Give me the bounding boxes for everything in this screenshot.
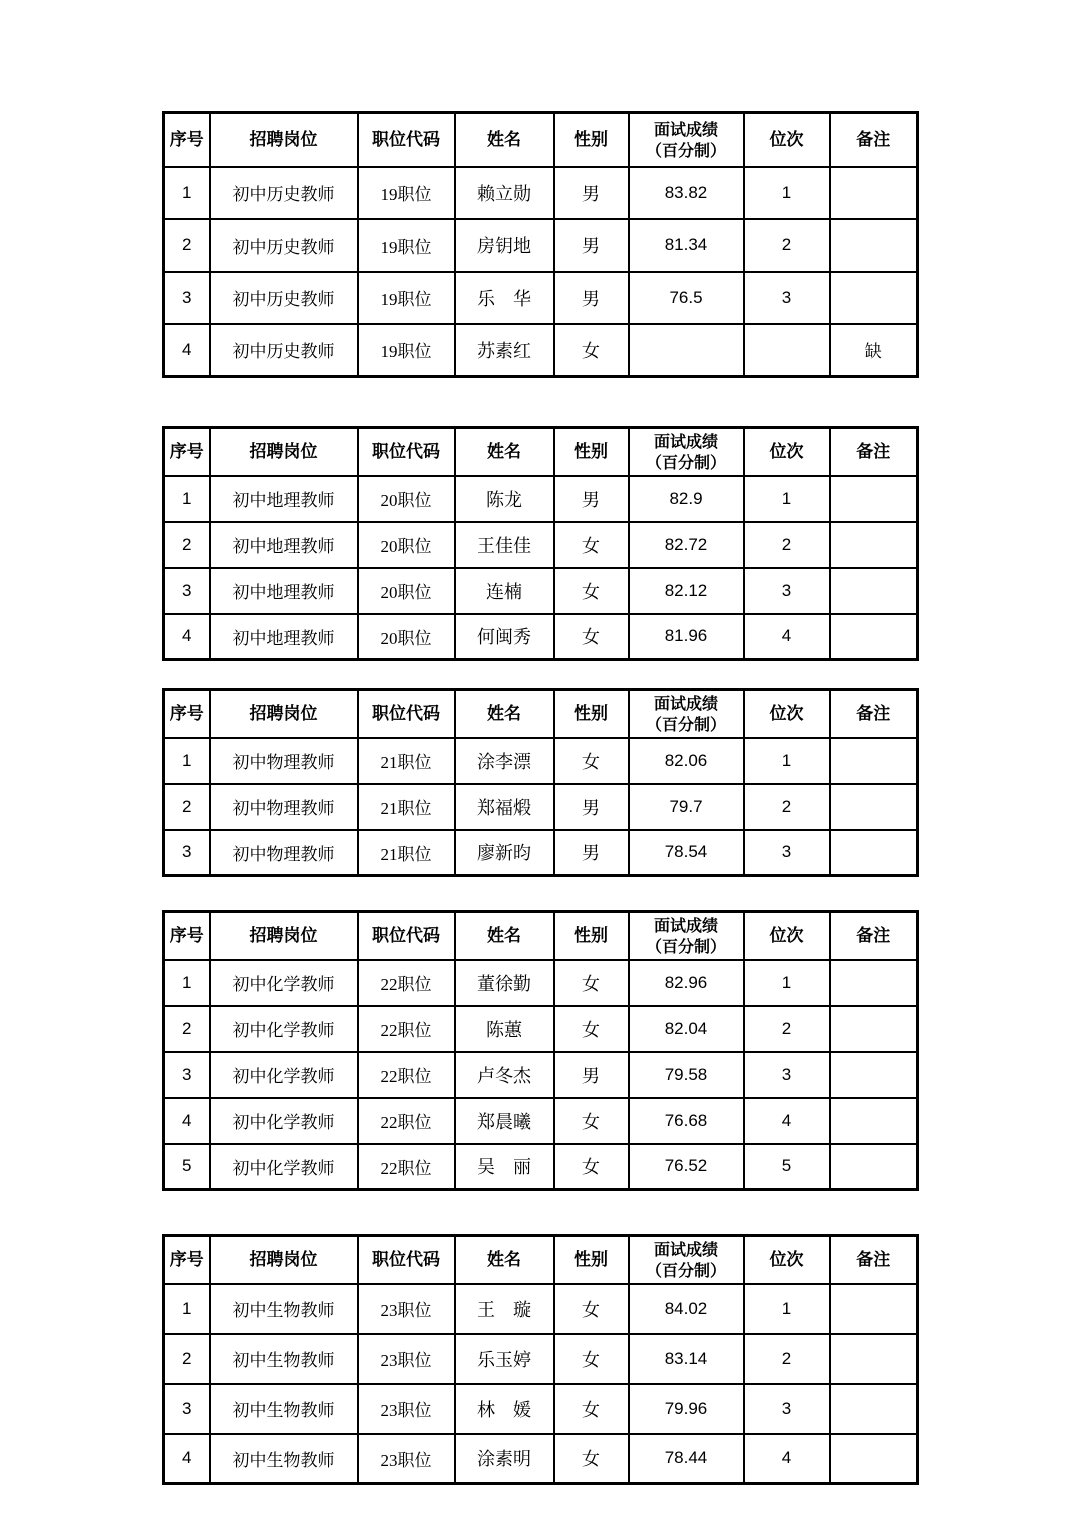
cell-remark [830,568,918,614]
header-score-line1: 面试成绩 [653,693,718,713]
table-row [164,960,918,1006]
cell-remark [830,167,918,219]
header-remark: 备注 [830,912,918,960]
header-remark: 备注 [830,113,918,167]
cell-remark [830,1384,918,1434]
header-index: 序号 [164,113,210,167]
header-remark: 备注 [830,1236,918,1284]
cell-name: 陈蕙 [455,1006,554,1052]
cell-rank: 4 [744,614,830,660]
cell-name: 赖立勋 [455,167,554,219]
header-gender: 性别 [554,113,629,167]
header-code: 职位代码 [358,428,455,476]
cell-rank: 3 [744,272,830,324]
header-score-line2: （百分制） [645,1260,726,1280]
cell-code: 21职位 [358,830,455,876]
header-score [629,912,744,960]
header-rank: 位次 [744,690,830,738]
header-score-line1: 面试成绩 [653,431,718,451]
cell-position: 初中生物教师 [210,1434,358,1484]
cell-rank: 3 [744,1384,830,1434]
cell-rank: 4 [744,1434,830,1484]
cell-score: 82.72 [629,522,744,568]
header-row [164,912,918,960]
table-row [164,1284,918,1334]
cell-index: 4 [164,1098,210,1144]
header-gender: 性别 [554,1236,629,1284]
cell-name: 卢冬杰 [455,1052,554,1098]
header-score-line1: 面试成绩 [653,119,718,139]
cell-remark [830,1144,918,1190]
cell-score: 81.96 [629,614,744,660]
table-row [164,568,918,614]
header-index: 序号 [164,690,210,738]
header-remark: 备注 [830,428,918,476]
table-row [164,1098,918,1144]
cell-rank: 4 [744,1098,830,1144]
cell-name: 董徐勤 [455,960,554,1006]
cell-name: 林 媛 [455,1384,554,1434]
table-row [164,614,918,660]
cell-code: 20职位 [358,614,455,660]
header-index: 序号 [164,428,210,476]
header-gender: 性别 [554,428,629,476]
cell-remark [830,1284,918,1334]
cell-gender: 女 [554,1144,629,1190]
cell-remark [830,738,918,784]
cell-rank: 1 [744,167,830,219]
table-row [164,1334,918,1384]
cell-position: 初中化学教师 [210,1052,358,1098]
cell-gender: 女 [554,614,629,660]
cell-position: 初中生物教师 [210,1284,358,1334]
cell-rank: 2 [744,784,830,830]
cell-code: 23职位 [358,1434,455,1484]
cell-rank: 3 [744,1052,830,1098]
cell-position: 初中化学教师 [210,1144,358,1190]
cell-rank: 5 [744,1144,830,1190]
cell-gender: 女 [554,960,629,1006]
cell-index: 1 [164,167,210,219]
cell-position: 初中化学教师 [210,960,358,1006]
cell-score: 79.58 [629,1052,744,1098]
header-score [629,113,744,167]
cell-index: 1 [164,960,210,1006]
header-row [164,428,918,476]
cell-index: 3 [164,272,210,324]
cell-name: 涂素明 [455,1434,554,1484]
header-name: 姓名 [455,428,554,476]
cell-code: 22职位 [358,960,455,1006]
cell-score: 83.14 [629,1334,744,1384]
cell-rank: 3 [744,568,830,614]
cell-score: 82.12 [629,568,744,614]
cell-code: 22职位 [358,1052,455,1098]
header-code: 职位代码 [358,690,455,738]
cell-name: 陈龙 [455,476,554,522]
cell-code: 23职位 [358,1384,455,1434]
table-row [164,324,918,377]
header-row [164,1236,918,1284]
table-row [164,1434,918,1484]
header-score [629,428,744,476]
header-code: 职位代码 [358,1236,455,1284]
cell-index: 3 [164,1052,210,1098]
cell-remark [830,830,918,876]
header-score-line2: （百分制） [645,452,726,472]
cell-gender: 女 [554,324,629,377]
table-row [164,784,918,830]
cell-name: 乐玉婷 [455,1334,554,1384]
cell-gender: 男 [554,476,629,522]
cell-index: 2 [164,1006,210,1052]
cell-score: 76.68 [629,1098,744,1144]
cell-score: 79.7 [629,784,744,830]
header-position: 招聘岗位 [210,690,358,738]
cell-rank: 3 [744,830,830,876]
cell-remark [830,784,918,830]
header-score-line2: （百分制） [645,936,726,956]
cell-position: 初中历史教师 [210,167,358,219]
cell-rank [744,324,830,377]
cell-gender: 男 [554,784,629,830]
header-remark: 备注 [830,690,918,738]
cell-score: 82.04 [629,1006,744,1052]
cell-score: 83.82 [629,167,744,219]
cell-name: 郑福煅 [455,784,554,830]
score-table-physics [162,688,919,877]
cell-rank: 1 [744,960,830,1006]
cell-position: 初中物理教师 [210,830,358,876]
cell-gender: 男 [554,167,629,219]
cell-name: 郑晨曦 [455,1098,554,1144]
cell-gender: 女 [554,1098,629,1144]
header-name: 姓名 [455,690,554,738]
cell-gender: 女 [554,568,629,614]
cell-code: 23职位 [358,1334,455,1384]
cell-gender: 女 [554,1284,629,1334]
cell-score: 78.44 [629,1434,744,1484]
header-score [629,1236,744,1284]
header-position: 招聘岗位 [210,428,358,476]
cell-remark [830,476,918,522]
cell-name: 廖新昀 [455,830,554,876]
cell-score: 76.52 [629,1144,744,1190]
cell-name: 房钥地 [455,219,554,272]
cell-score: 84.02 [629,1284,744,1334]
cell-position: 初中地理教师 [210,568,358,614]
header-position: 招聘岗位 [210,113,358,167]
cell-code: 22职位 [358,1006,455,1052]
score-table-geography [162,426,919,661]
cell-rank: 2 [744,1006,830,1052]
cell-remark [830,614,918,660]
cell-index: 2 [164,1334,210,1384]
cell-gender: 女 [554,738,629,784]
table-row [164,522,918,568]
table-row [164,476,918,522]
cell-rank: 1 [744,738,830,784]
table-row [164,1144,918,1190]
header-gender: 性别 [554,912,629,960]
header-row [164,690,918,738]
cell-index: 2 [164,784,210,830]
score-table-chemistry [162,910,919,1191]
table-row [164,1006,918,1052]
cell-gender: 女 [554,1434,629,1484]
cell-name: 何闽秀 [455,614,554,660]
cell-position: 初中物理教师 [210,784,358,830]
cell-code: 21职位 [358,784,455,830]
table-row [164,167,918,219]
cell-position: 初中历史教师 [210,324,358,377]
cell-gender: 女 [554,1384,629,1434]
cell-rank: 1 [744,1284,830,1334]
header-score-line2: （百分制） [645,140,726,160]
header-rank: 位次 [744,912,830,960]
cell-index: 1 [164,1284,210,1334]
cell-score: 82.06 [629,738,744,784]
cell-index: 3 [164,568,210,614]
cell-code: 20职位 [358,522,455,568]
cell-index: 1 [164,738,210,784]
cell-position: 初中地理教师 [210,476,358,522]
cell-remark [830,522,918,568]
header-rank: 位次 [744,428,830,476]
header-code: 职位代码 [358,113,455,167]
header-gender: 性别 [554,690,629,738]
cell-position: 初中化学教师 [210,1006,358,1052]
cell-name: 王 璇 [455,1284,554,1334]
header-index: 序号 [164,912,210,960]
cell-position: 初中历史教师 [210,219,358,272]
cell-remark [830,272,918,324]
cell-code: 20职位 [358,568,455,614]
header-index: 序号 [164,1236,210,1284]
cell-gender: 男 [554,219,629,272]
cell-position: 初中历史教师 [210,272,358,324]
cell-index: 1 [164,476,210,522]
cell-gender: 男 [554,272,629,324]
cell-rank: 2 [744,1334,830,1384]
cell-gender: 女 [554,522,629,568]
cell-position: 初中地理教师 [210,614,358,660]
cell-position: 初中地理教师 [210,522,358,568]
cell-position: 初中生物教师 [210,1334,358,1384]
cell-remark [830,1098,918,1144]
cell-remark [830,1334,918,1384]
cell-name: 吴 丽 [455,1144,554,1190]
header-score [629,690,744,738]
score-table-biology [162,1234,919,1485]
table-row [164,738,918,784]
cell-remark [830,960,918,1006]
cell-name: 涂李漂 [455,738,554,784]
header-code: 职位代码 [358,912,455,960]
cell-position: 初中物理教师 [210,738,358,784]
cell-remark: 缺 [830,324,918,377]
cell-score: 78.54 [629,830,744,876]
cell-gender: 男 [554,1052,629,1098]
cell-rank: 1 [744,476,830,522]
cell-code: 22职位 [358,1098,455,1144]
header-name: 姓名 [455,912,554,960]
header-score-line1: 面试成绩 [653,1239,718,1259]
cell-code: 19职位 [358,324,455,377]
cell-code: 21职位 [358,738,455,784]
table-row [164,219,918,272]
cell-index: 5 [164,1144,210,1190]
cell-score: 81.34 [629,219,744,272]
cell-score: 82.96 [629,960,744,1006]
header-position: 招聘岗位 [210,1236,358,1284]
cell-remark [830,219,918,272]
cell-index: 2 [164,522,210,568]
header-position: 招聘岗位 [210,912,358,960]
cell-rank: 2 [744,522,830,568]
header-name: 姓名 [455,1236,554,1284]
cell-code: 20职位 [358,476,455,522]
cell-index: 4 [164,614,210,660]
cell-name: 苏素红 [455,324,554,377]
cell-position: 初中化学教师 [210,1098,358,1144]
cell-name: 乐 华 [455,272,554,324]
table-row [164,1384,918,1434]
cell-gender: 女 [554,1006,629,1052]
header-score-line1: 面试成绩 [653,915,718,935]
cell-name: 连楠 [455,568,554,614]
cell-index: 2 [164,219,210,272]
cell-code: 23职位 [358,1284,455,1334]
cell-remark [830,1006,918,1052]
cell-position: 初中生物教师 [210,1384,358,1434]
cell-code: 19职位 [358,219,455,272]
cell-code: 19职位 [358,272,455,324]
cell-score: 79.96 [629,1384,744,1434]
header-name: 姓名 [455,113,554,167]
header-score-line2: （百分制） [645,714,726,734]
cell-index: 4 [164,324,210,377]
cell-gender: 女 [554,1334,629,1384]
table-row [164,272,918,324]
cell-index: 3 [164,1384,210,1434]
header-rank: 位次 [744,1236,830,1284]
cell-gender: 男 [554,830,629,876]
cell-code: 22职位 [358,1144,455,1190]
cell-score: 76.5 [629,272,744,324]
cell-code: 19职位 [358,167,455,219]
cell-remark [830,1052,918,1098]
cell-score [629,324,744,377]
table-row [164,1052,918,1098]
cell-index: 3 [164,830,210,876]
cell-index: 4 [164,1434,210,1484]
header-rank: 位次 [744,113,830,167]
cell-rank: 2 [744,219,830,272]
table-row [164,830,918,876]
cell-remark [830,1434,918,1484]
cell-name: 王佳佳 [455,522,554,568]
cell-score: 82.9 [629,476,744,522]
header-row [164,113,918,167]
score-table-history [162,111,919,378]
